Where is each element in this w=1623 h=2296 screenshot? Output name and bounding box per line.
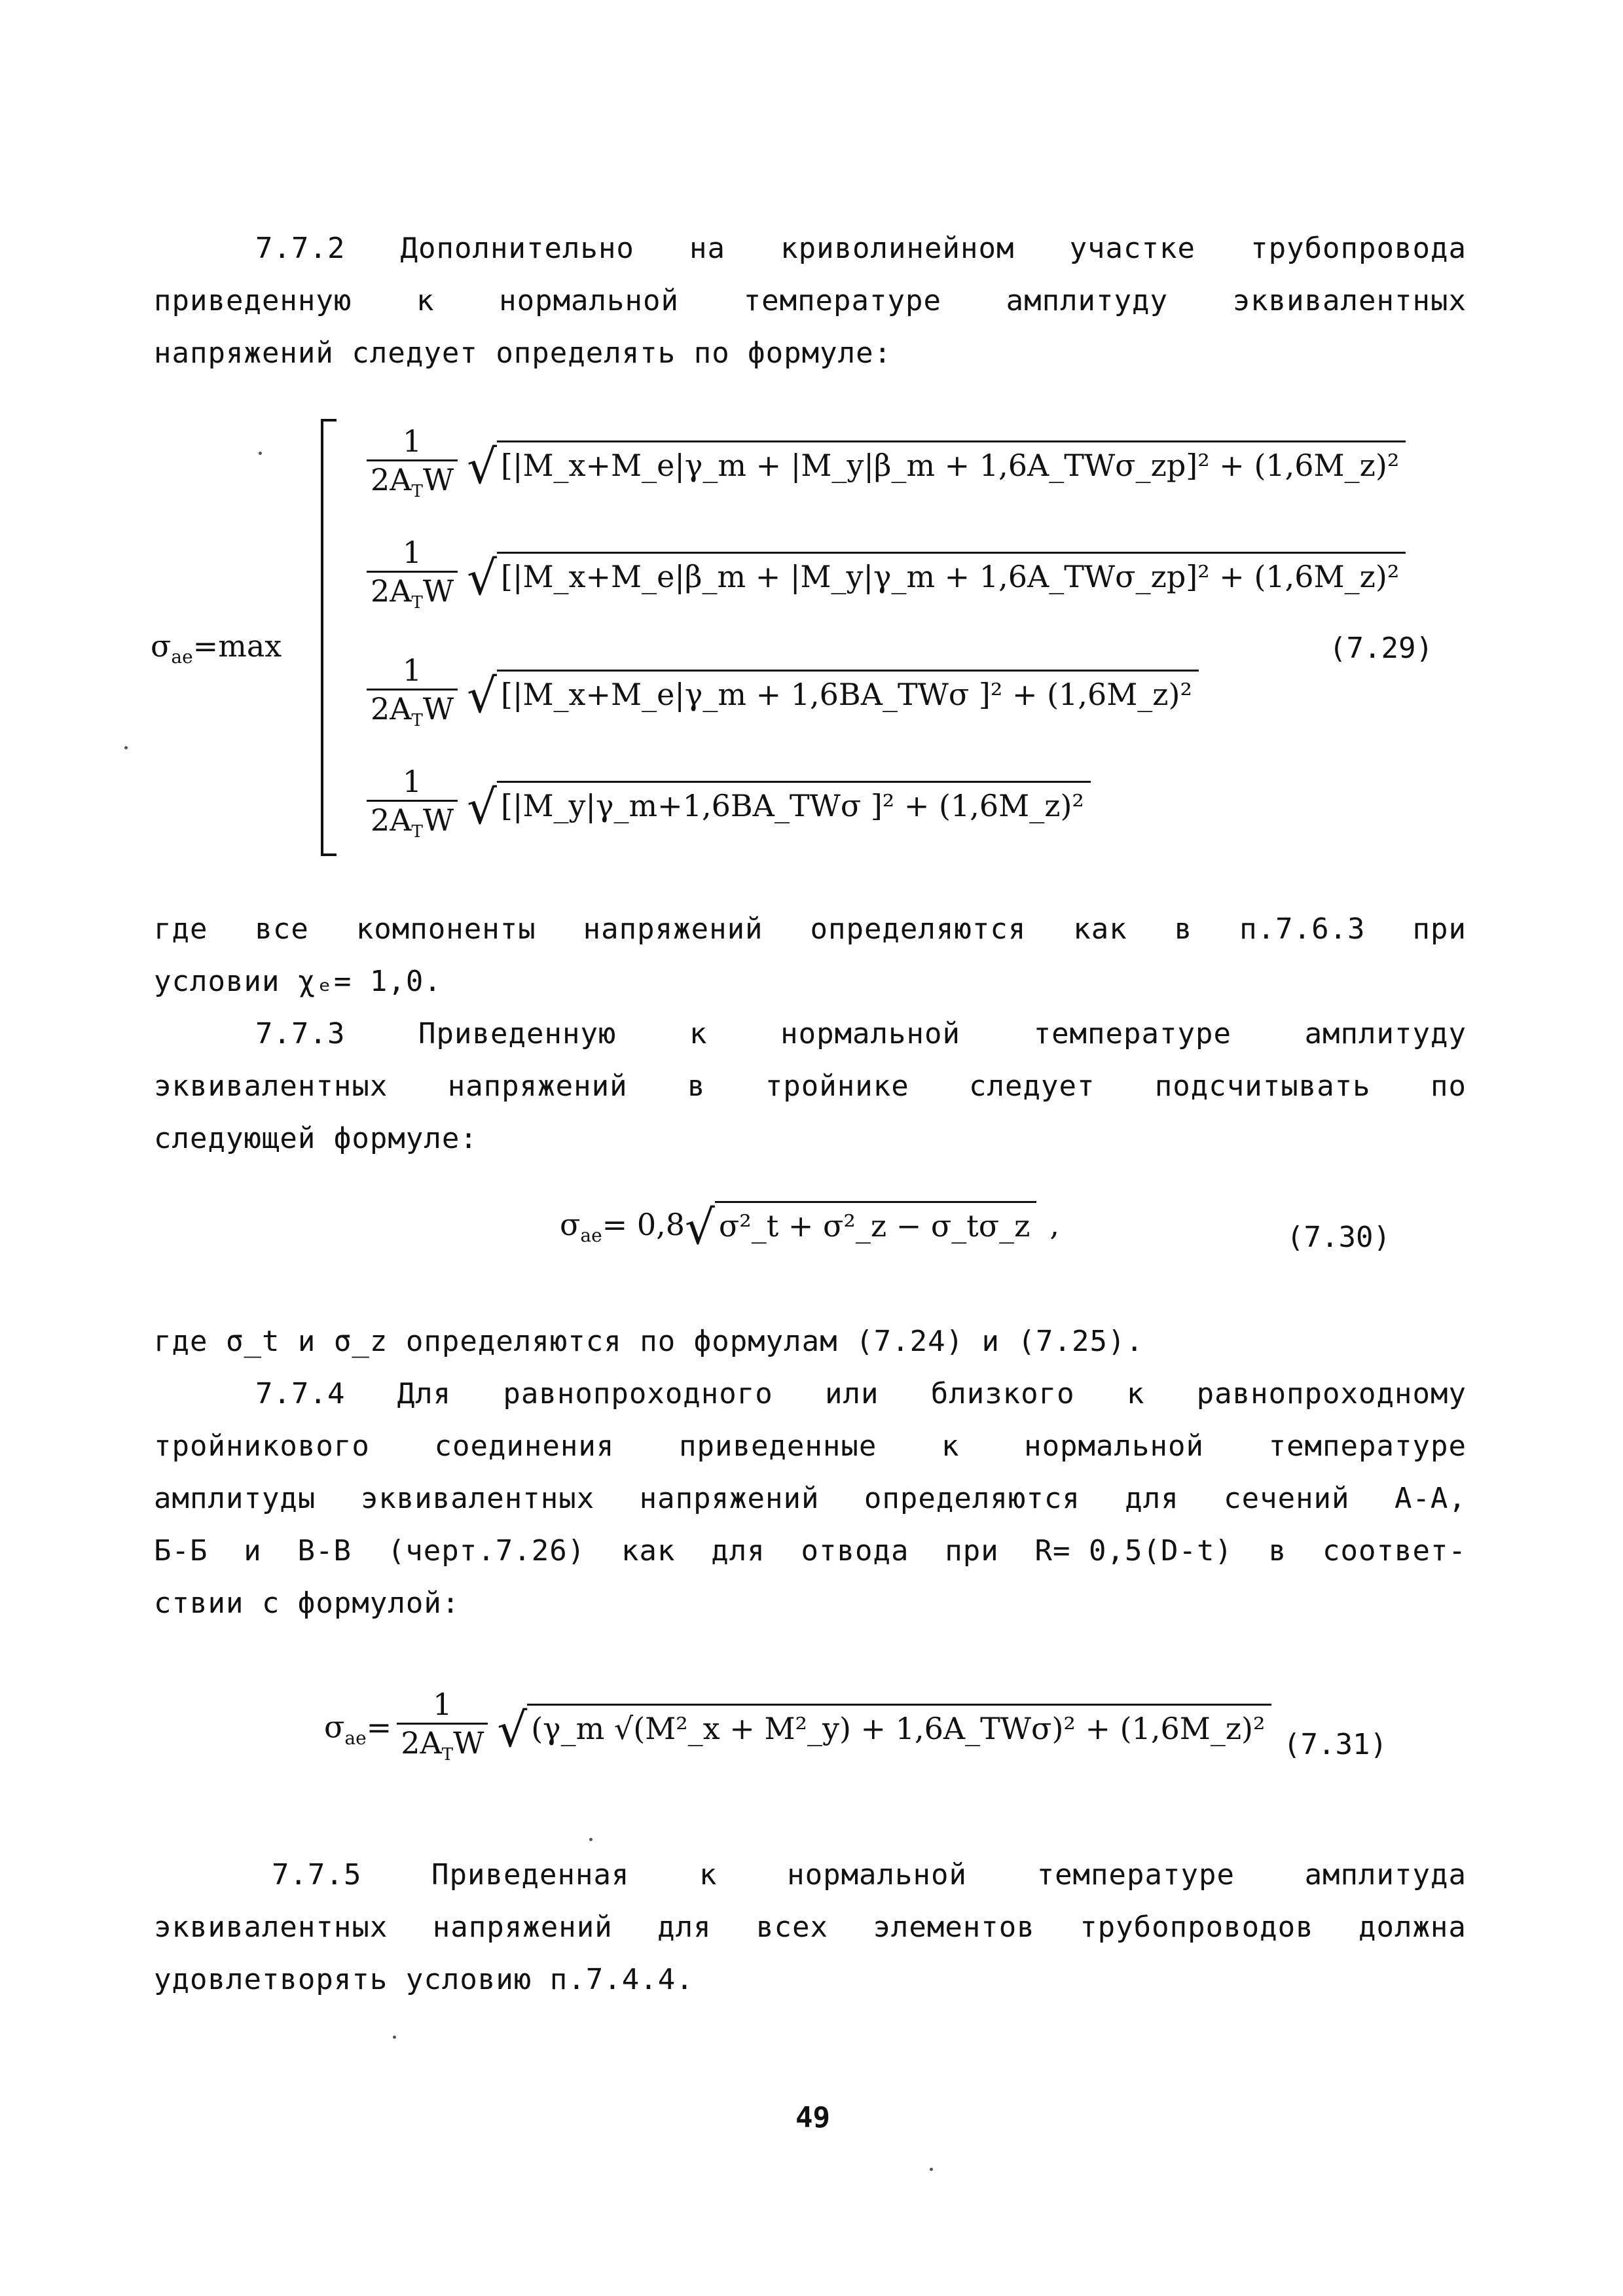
eq729-brace	[321, 419, 337, 856]
word: при	[945, 1534, 999, 1568]
p1-line3: напряжений следует определять по формуле:	[154, 336, 892, 370]
word: 7.7.5	[272, 1858, 362, 1892]
word: в	[1174, 912, 1193, 946]
word: всех	[756, 1910, 828, 1944]
word: напряжений	[432, 1910, 613, 1944]
word: компоненты	[356, 912, 536, 946]
word: тройникового	[154, 1429, 370, 1463]
word: амплитуда	[1304, 1858, 1467, 1892]
eq729-lhs: $\sigma_{ae}=\max$	[151, 628, 282, 668]
word: при	[1412, 912, 1467, 946]
word: следует	[969, 1069, 1095, 1103]
word: по	[1431, 1069, 1467, 1103]
word: нормальной	[499, 284, 679, 317]
word: сечений	[1224, 1482, 1350, 1515]
word: к	[699, 1858, 718, 1892]
word: нормальной	[780, 1017, 960, 1050]
word: температуре	[1036, 1858, 1235, 1892]
word: температуре	[1268, 1429, 1467, 1463]
word: как	[1073, 912, 1127, 946]
word: равнопроходного	[503, 1377, 773, 1410]
eq730-number: (7.30)	[1286, 1221, 1391, 1254]
scan-speck	[930, 2168, 933, 2171]
word: приведенные	[678, 1429, 877, 1463]
p2-line1	[154, 903, 1467, 956]
word: В-В	[297, 1534, 352, 1568]
word: должна	[1358, 1910, 1467, 1944]
word: в	[687, 1069, 706, 1103]
word: определяются	[864, 1482, 1080, 1515]
word: амплитуду	[1006, 284, 1169, 317]
word: тройнике	[765, 1069, 909, 1103]
word: в	[1268, 1534, 1287, 1568]
word: напряжений	[583, 912, 763, 946]
eq729-number: (7.29)	[1329, 632, 1433, 665]
eq729-row3: $\frac{1}{2A_TW}$ √ [|M_x+M_e|γ_m + 1,6BA_TWσ ]² + (1,6M_z)²	[367, 655, 1199, 736]
word: эквивалентных	[360, 1482, 595, 1515]
word: приведенную	[154, 284, 352, 317]
word: Приведенную	[418, 1017, 617, 1050]
word: температуре	[1033, 1017, 1231, 1050]
word: для	[1125, 1482, 1179, 1515]
p5-line2	[154, 1420, 1467, 1473]
word: к	[416, 284, 435, 317]
p3-line3: следующей формуле:	[154, 1122, 478, 1155]
word: все	[255, 912, 309, 946]
word: 7.7.2	[255, 232, 346, 265]
word: как	[621, 1534, 676, 1568]
word: температуре	[743, 284, 941, 317]
p5-line1	[255, 1368, 1467, 1420]
p1-line2	[154, 275, 1467, 327]
word: для	[711, 1534, 765, 1568]
word: к	[689, 1017, 708, 1050]
scan-speck	[589, 1838, 593, 1841]
word: равнопроходному	[1196, 1377, 1467, 1410]
word: определяются	[810, 912, 1027, 946]
p6-line3: удовлетворять условию п.7.4.4.	[154, 1963, 694, 1996]
word: А-А,	[1394, 1482, 1467, 1515]
page-number: 49	[795, 2101, 830, 2134]
word: где	[154, 912, 208, 946]
word: близкого	[930, 1377, 1075, 1410]
scan-speck	[393, 2036, 396, 2039]
word: нормальной	[787, 1858, 967, 1892]
word: на	[689, 232, 725, 265]
word: и	[244, 1534, 262, 1568]
eq731: $\sigma_{ae}=$ $\frac{1}{2A_TW}$ √ (γ_m √(M²_x + M²_y) + 1,6A_TWσ)² + (1,6M_z)²	[324, 1689, 1271, 1770]
word: напряжений	[447, 1069, 628, 1103]
word: Дополнительно	[400, 232, 634, 265]
p6-line1	[272, 1849, 1467, 1901]
word: отвода	[801, 1534, 909, 1568]
eq729-row1: $\frac{1}{2A_TW}$ √ [|M_x+M_e|γ_m + |M_y|β_m + 1,6A_TWσ_zp]² + (1,6M_z)²	[367, 425, 1406, 507]
p1-line1	[255, 223, 1467, 275]
word: эквивалентных	[154, 1069, 388, 1103]
word: трубопроводов	[1080, 1910, 1314, 1944]
word: криволинейном	[780, 232, 1015, 265]
word: эквивалентных	[154, 1910, 388, 1944]
word: подсчитывать	[1154, 1069, 1371, 1103]
p5-line4	[154, 1525, 1467, 1577]
word: к	[941, 1429, 960, 1463]
word: R= 0,5(D-t)	[1034, 1534, 1233, 1568]
p5-line3	[154, 1473, 1467, 1525]
word: 7.7.4	[255, 1377, 346, 1410]
word: нормальной	[1024, 1429, 1204, 1463]
word: трубопровода	[1250, 232, 1467, 265]
eq729-row4: $\frac{1}{2A_TW}$ √ [|M_y|γ_m+1,6BA_TWσ ]² + (1,6M_z)²	[367, 766, 1091, 848]
word: Приведенная	[431, 1858, 630, 1892]
p2-line2: условии χₑ= 1,0.	[154, 965, 442, 998]
word: напряжений	[639, 1482, 820, 1515]
word: эквивалентных	[1232, 284, 1467, 317]
eq729-row2: $\frac{1}{2A_TW}$ √ [|M_x+M_e|β_m + |M_y|γ_m + 1,6A_TWσ_zp]² + (1,6M_z)²	[367, 537, 1406, 619]
scan-speck	[124, 746, 128, 749]
word: Б-Б	[154, 1534, 208, 1568]
word: или	[825, 1377, 879, 1410]
eq730: $\sigma_{ae}= 0,8$ √ σ²_t + σ²_z − σ_tσ_z ,	[560, 1200, 1060, 1255]
eq731-number: (7.31)	[1283, 1728, 1387, 1761]
word: амплитуду	[1304, 1017, 1467, 1050]
word: (черт.7.26)	[387, 1534, 586, 1568]
word: п.7.6.3	[1239, 912, 1366, 946]
word: Для	[397, 1377, 452, 1410]
word: 7.7.3	[255, 1017, 346, 1050]
p6-line2	[154, 1901, 1467, 1954]
p3-line2	[154, 1060, 1467, 1113]
word: для	[657, 1910, 712, 1944]
p4-line1: где σ_t и σ_z определяются по формулам (7.24) и (7.25).	[154, 1325, 1144, 1358]
word: соединения	[434, 1429, 615, 1463]
word: к	[1126, 1377, 1145, 1410]
word: участке	[1069, 232, 1195, 265]
word: амплитуды	[154, 1482, 316, 1515]
word: соответ-	[1322, 1534, 1467, 1568]
p5-line5: ствии с формулой:	[154, 1587, 460, 1620]
p3-line1	[255, 1008, 1467, 1060]
scan-speck	[259, 452, 262, 455]
word: элементов	[873, 1910, 1035, 1944]
